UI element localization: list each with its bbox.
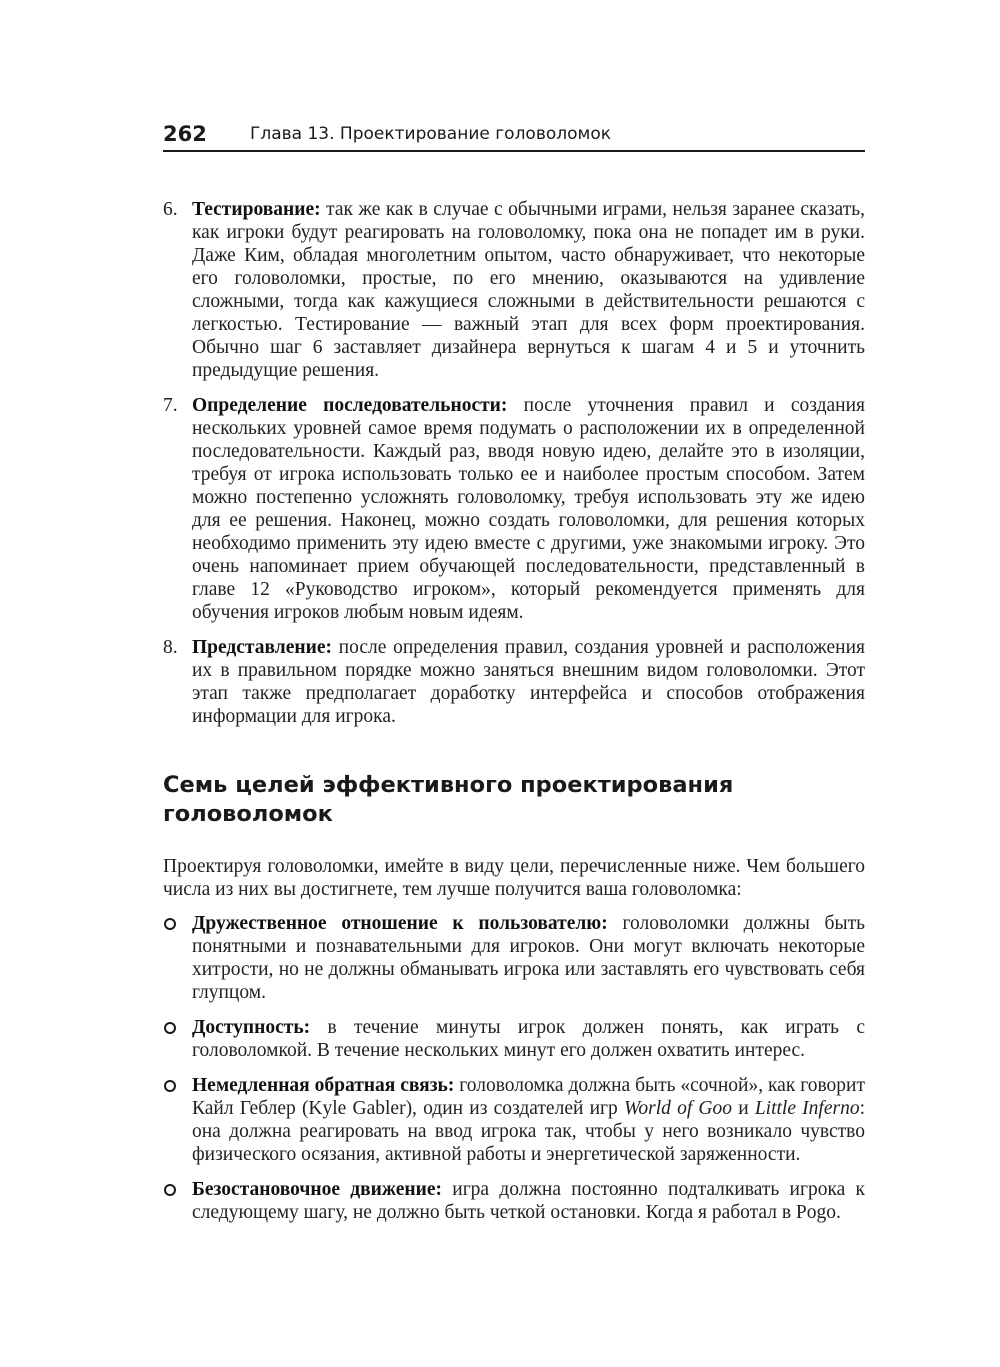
goal-text-c: : она должна реагировать на ввод игрока так, чтобы у него возникало чувство физического осязания, активной работы и энергетической заряженности. <box>192 1098 866 1165</box>
list-item <box>163 198 865 382</box>
step-term: Представление: <box>192 637 332 658</box>
step-text: после определения правил, создания уровней и расположения их в правильном порядке можно заняться внешним видом головоломки. Этот этап также предполагает доработку интерфейса и способов отображения информации для игрока. <box>192 637 865 727</box>
goal-term: Безостановочное движение: <box>192 1179 443 1200</box>
section-heading-line-1: Семь целей эффективного проектирования <box>163 772 734 798</box>
chapter-title: Глава 13. Проектирование головоломок <box>250 124 612 144</box>
step-number: 8. <box>163 637 178 658</box>
list-item <box>163 1016 865 1062</box>
step-number: 6. <box>163 199 178 220</box>
list-item <box>163 1178 865 1224</box>
step-text: после уточнения правил и создания нескольких уровней самое время подумать о расположении их в определенной последовательности. Каждый раз, вводя новую идею, делайте это в изоляции, требуя от игрока использовать только ее и наиболее простым способом. Затем можно постепенно усложнять головоломку, требуя использовать эту же идею для ее решения. Наконец, можно создать головоломки, для решения которых необходимо применить эту идею вместе с другими, уже знакомыми игроку. Это очень напоминает прием обучающей последовательности, представленный в главе 12 «Руководство игроком», который рекомендуется применять для обучения игроков любым новым идеям. <box>192 395 865 623</box>
goal-text: головоломки должны быть понятными и познавательными для игроков. Они могут включать некоторые хитрости, но не должны обманывать игрока или заставлять его чувствовать себя глупцом. <box>192 913 865 1003</box>
goal-text: в течение минуты игрок должен понять, как играть с головоломкой. В течение нескольких минут его должен охватить интерес. <box>192 1017 865 1061</box>
step-term: Определение последовательности: <box>192 395 508 416</box>
goal-text-a: головоломка должна быть «сочной», как говорит Кайл Геблер (Kyle Gabler), один из создателей игр <box>192 1075 865 1119</box>
list-item <box>163 636 865 728</box>
goal-text: игра должна постоянно подталкивать игрока к следующему шагу, не должно быть четкой остановки. Когда я работал в Pogo. <box>192 1179 865 1223</box>
section-heading-line-2: головоломок <box>163 801 333 827</box>
list-item <box>163 912 865 1004</box>
page-header <box>163 118 865 152</box>
goal-term: Дружественное отношение к пользователю: <box>192 913 608 934</box>
goal-term: Доступность: <box>192 1017 311 1038</box>
page-number: 262 <box>163 122 207 146</box>
step-term: Тестирование: <box>192 199 321 220</box>
design-steps-list <box>163 198 865 728</box>
circle-bullet-icon <box>164 1184 176 1196</box>
circle-bullet-icon <box>164 1080 176 1092</box>
page-body <box>163 198 865 1236</box>
game-title: World of Goo <box>623 1098 733 1119</box>
list-item <box>163 394 865 624</box>
goal-term: Немедленная обратная связь: <box>192 1075 455 1096</box>
goals-list <box>163 912 865 1224</box>
game-title: Little Inferno <box>754 1098 860 1119</box>
section-intro: Проектируя головоломки, имейте в виду цели, перечисленные ниже. Чем большего числа из них вы достигнете, тем лучше получится ваша головоломка: <box>163 856 865 900</box>
goal-text-b: и <box>732 1098 755 1119</box>
list-item <box>163 1074 865 1166</box>
step-text: так же как в случае с обычными играми, нельзя заранее сказать, как игроки будут реагировать на головоломку, пока она не попадет им в руки. Даже Ким, обладая многолетним опытом, часто обнаруживает, что некоторые его головоломки, простые, по его мнению, оказываются на удивление сложными, тогда как кажущиеся сложными в действительности решаются с легкостью. Тестирование — важный этап для всех форм проектирования. Обычно шаг 6 заставляет дизайнера вернуться к шагам 4 и 5 и уточнить предыдущие решения. <box>192 199 865 381</box>
circle-bullet-icon <box>164 1022 176 1034</box>
section-heading <box>163 771 865 829</box>
step-number: 7. <box>163 395 178 416</box>
circle-bullet-icon <box>164 918 176 930</box>
